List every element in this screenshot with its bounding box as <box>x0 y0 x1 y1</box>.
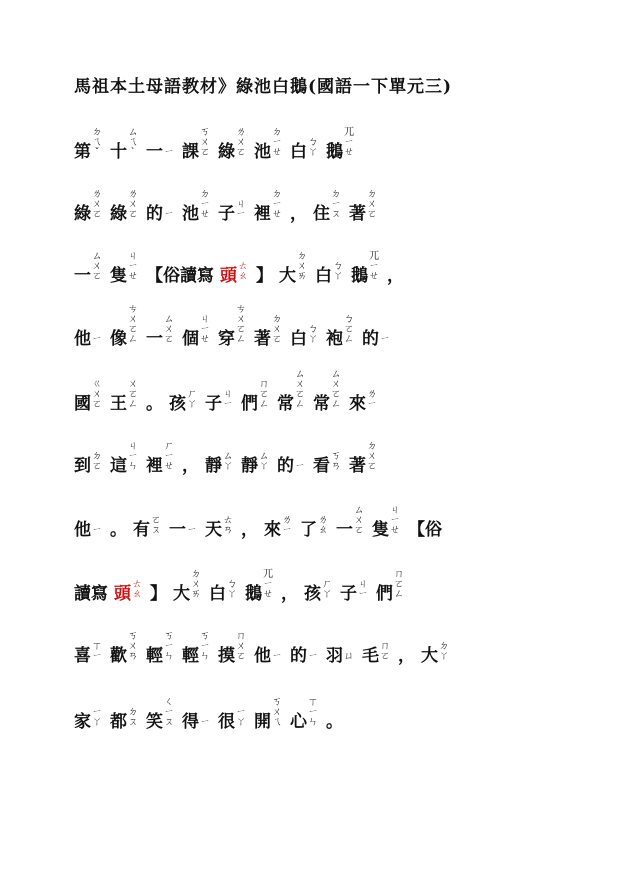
hanzi: 池 <box>254 142 271 162</box>
zhuyin-annotation: ㄑ ㄧ ㄡ <box>164 697 174 728</box>
annotated-character <box>74 128 102 162</box>
punctuation: 【俗 <box>408 520 442 540</box>
annotated-character <box>336 506 364 540</box>
hanzi: 孩 <box>169 394 186 414</box>
hanzi: 著 <box>349 204 366 224</box>
text-line <box>74 622 594 666</box>
hanzi: 子 <box>218 204 235 224</box>
annotated-character <box>74 380 102 414</box>
zhuyin-annotation: ㄧ <box>308 651 318 662</box>
text-line <box>74 118 594 162</box>
annotated-character <box>173 570 201 604</box>
text-line <box>74 370 594 414</box>
annotated-character <box>74 329 102 349</box>
hanzi: 一 <box>336 520 353 540</box>
annotated-character <box>205 390 233 414</box>
hanzi: 到 <box>74 456 91 476</box>
punctuation: 【俗讀寫 <box>146 266 214 286</box>
annotated-character <box>290 325 318 349</box>
hanzi: 們 <box>241 394 258 414</box>
punctuation: 。 <box>326 712 343 732</box>
zhuyin-annotation: ㄇ ㄛ ㄥ <box>394 569 404 600</box>
annotated-character <box>74 708 102 732</box>
zhuyin-annotation: ㄎ ㄧ ㄣ <box>164 631 174 662</box>
annotated-character <box>362 329 390 349</box>
document-title: 馬祖本土母語教材》綠池白鵝(國語一下單元三) <box>74 77 453 97</box>
annotated-character <box>315 262 343 286</box>
hanzi: 開 <box>254 712 271 732</box>
hanzi: 池 <box>182 204 199 224</box>
zhuyin-annotation: ㄌ ㄨ ㄛ <box>92 189 102 220</box>
annotated-character <box>74 452 102 476</box>
punctuation: ， <box>387 266 404 286</box>
zhuyin-annotation: ㄧ ㄚ <box>236 707 246 728</box>
annotated-character <box>74 252 102 286</box>
zhuyin-annotation: ㄨ ㄛ ㄥ <box>128 379 138 410</box>
zhuyin-annotation: ㄊ ㄠ <box>132 579 142 600</box>
zhuyin-annotation: ㄌ ㄠ <box>318 515 328 536</box>
zhuyin-annotation: ㄎ ㄨ ㄢ <box>128 631 138 662</box>
zhuyin-annotation: ㄧ <box>164 147 174 158</box>
zhuyin-annotation: ㄉ ㄨ ㄛ <box>272 314 282 345</box>
hanzi: 頭 <box>220 266 237 286</box>
zhuyin-annotation: ㄉ ㄨ ㄞ <box>191 569 201 600</box>
hanzi: 的 <box>277 456 294 476</box>
hanzi: 歡 <box>110 646 127 666</box>
zhuyin-annotation: ㄧ <box>187 525 197 536</box>
hanzi: 輕 <box>182 646 199 666</box>
annotated-character <box>218 128 246 162</box>
hanzi: 摸 <box>218 646 235 666</box>
hanzi: 的 <box>362 329 379 349</box>
zhuyin-annotation: ㄧ <box>92 525 102 536</box>
hanzi: 隻 <box>372 520 389 540</box>
annotated-character <box>182 128 210 162</box>
annotated-character <box>218 200 246 224</box>
hanzi: 住 <box>313 204 330 224</box>
annotated-character <box>110 252 138 286</box>
zhuyin-annotation: ㄌ ㄧ <box>367 389 377 410</box>
hanzi: 著 <box>349 456 366 476</box>
annotated-character <box>205 516 233 540</box>
hanzi: 靜 <box>205 456 222 476</box>
zhuyin-annotation: ㄇ ㄛ ㄥ <box>259 379 269 410</box>
hanzi: 一 <box>146 329 163 349</box>
zhuyin-annotation: ㄅ ㄚ <box>333 261 343 282</box>
hanzi: 他 <box>254 646 271 666</box>
zhuyin-annotation: ㄘ ㄨ ㄛ ㄥ <box>236 304 246 345</box>
zhuyin-annotation: ㄙ ㄟ ˋ <box>128 127 138 158</box>
annotated-character <box>264 516 292 540</box>
annotated-character <box>313 370 341 414</box>
hanzi: 輕 <box>146 646 163 666</box>
zhuyin-annotation: ㄧ <box>164 209 174 220</box>
zhuyin-annotation: ㄍ ㄨ ㄛ <box>92 379 102 410</box>
punctuation: 。 <box>146 394 163 414</box>
zhuyin-annotation: ㄇ ㄛ <box>380 641 390 662</box>
zhuyin-annotation: ㄫ ㄧ ㄝ <box>263 569 273 600</box>
zhuyin-annotation: ㄏ ㄚ <box>322 579 332 600</box>
annotated-character <box>114 580 142 604</box>
annotated-character <box>146 442 174 476</box>
annotated-character <box>313 190 341 224</box>
hanzi: 喜 <box>74 646 91 666</box>
punctuation: ， <box>241 520 258 540</box>
annotated-character <box>277 456 305 476</box>
annotated-character <box>300 516 328 540</box>
annotated-character <box>110 708 138 732</box>
zhuyin-annotation: ㄉ ㄧ ㄝ <box>272 127 282 158</box>
zhuyin-annotation: ㄒ ㄧ ㄣ <box>308 697 318 728</box>
annotated-character <box>421 642 449 666</box>
annotated-character <box>372 506 400 540</box>
hanzi: 白 <box>290 329 307 349</box>
annotated-character <box>74 642 102 666</box>
zhuyin-annotation: ㄧ <box>200 717 210 728</box>
hanzi: 來 <box>264 520 281 540</box>
punctuation: ， <box>398 646 415 666</box>
zhuyin-annotation: ㄊ ㄠ <box>238 261 248 282</box>
hanzi: 袍 <box>326 329 343 349</box>
annotated-character <box>169 390 197 414</box>
annotated-character <box>254 128 282 162</box>
zhuyin-annotation: ㄇ ㄨ ㄛ <box>236 631 246 662</box>
zhuyin-annotation: ㄙ ㄚ <box>223 451 233 472</box>
annotated-character <box>133 516 161 540</box>
annotated-character <box>254 698 282 732</box>
zhuyin-annotation: ㄙ ㄨ ㄛ <box>354 505 364 536</box>
zhuyin-annotation: ㄒ ㄧ <box>92 641 102 662</box>
annotated-character <box>220 262 248 286</box>
hanzi: 孩 <box>304 584 321 604</box>
hanzi: 綠 <box>110 204 127 224</box>
zhuyin-annotation: ㄐ ㄧ ㄣ <box>128 441 138 472</box>
annotated-character <box>110 380 138 414</box>
zhuyin-annotation: ㄧ ㄚ <box>92 707 102 728</box>
hanzi: 著 <box>254 329 271 349</box>
hanzi: 大 <box>279 266 296 286</box>
annotated-character <box>326 646 354 666</box>
annotated-character <box>146 204 174 224</box>
hanzi: 常 <box>313 394 330 414</box>
hanzi: 白 <box>290 142 307 162</box>
text-line <box>74 242 594 286</box>
annotated-character <box>110 442 138 476</box>
annotated-character <box>351 252 379 286</box>
annotated-character <box>326 315 354 349</box>
punctuation: 。 <box>110 520 127 540</box>
hanzi: 看 <box>313 456 330 476</box>
annotated-character <box>376 570 404 604</box>
annotated-character <box>241 452 269 476</box>
hanzi: 來 <box>349 394 366 414</box>
zhuyin-annotation: ㄐ ㄧ ㄝ <box>390 505 400 536</box>
hanzi: 的 <box>290 646 307 666</box>
hanzi: 的 <box>146 204 163 224</box>
annotated-character <box>290 698 318 732</box>
hanzi: 大 <box>173 584 190 604</box>
annotated-character <box>279 252 307 286</box>
hanzi: 鵝 <box>351 266 368 286</box>
zhuyin-annotation: ㄉ ㄡ <box>128 707 138 728</box>
zhuyin-annotation: ㄉ ㄚ <box>439 641 449 662</box>
hanzi: 課 <box>182 142 199 162</box>
zhuyin-annotation: ㄌ ㄨ ㄛ <box>236 127 246 158</box>
annotated-character <box>205 452 233 476</box>
zhuyin-annotation: ㄙ ㄨ ㄛ <box>92 251 102 282</box>
hanzi: 大 <box>421 646 438 666</box>
zhuyin-annotation: ㄉ ㄛ <box>92 451 102 472</box>
punctuation: 讀寫 <box>74 584 108 604</box>
zhuyin-annotation: ㄐ ㄧ ㄝ <box>200 314 210 345</box>
text-line <box>74 305 594 349</box>
hanzi: 王 <box>110 394 127 414</box>
annotated-character <box>182 190 210 224</box>
annotated-character <box>241 380 269 414</box>
annotated-character <box>110 128 138 162</box>
hanzi: 很 <box>218 712 235 732</box>
hanzi: 笑 <box>146 712 163 732</box>
zhuyin-annotation: ㄎ ㄧ ㄣ <box>200 631 210 662</box>
hanzi: 裡 <box>146 456 163 476</box>
annotated-character <box>110 305 138 349</box>
annotated-character <box>182 712 210 732</box>
zhuyin-annotation: ㄧ <box>92 334 102 345</box>
hanzi: 子 <box>205 394 222 414</box>
hanzi: 他 <box>74 329 91 349</box>
text-line <box>74 496 594 540</box>
hanzi: 有 <box>133 520 150 540</box>
zhuyin-annotation: ㄅ ㄛ ㄥ <box>344 314 354 345</box>
annotated-character <box>254 315 282 349</box>
zhuyin-annotation: ㄧ <box>380 334 390 345</box>
zhuyin-annotation: ㄉ ㄧ ㄝ <box>200 189 210 220</box>
annotated-character <box>326 128 354 162</box>
annotated-character <box>110 632 138 666</box>
hanzi: 國 <box>74 394 91 414</box>
zhuyin-annotation: ㄅ ㄚ <box>308 324 318 345</box>
punctuation: ， <box>290 204 307 224</box>
hanzi: 子 <box>340 584 357 604</box>
zhuyin-annotation: ㄫ ㄧ ㄝ <box>344 127 354 158</box>
hanzi: 天 <box>205 520 222 540</box>
zhuyin-annotation: ㄙ ㄨ ㄛ ㄥ <box>331 369 341 410</box>
zhuyin-annotation: ㄐ ㄧ <box>358 579 368 600</box>
zhuyin-annotation: ㄧ <box>295 461 305 472</box>
hanzi: 頭 <box>114 584 131 604</box>
annotated-character <box>290 138 318 162</box>
hanzi: 們 <box>376 584 393 604</box>
annotated-character <box>182 315 210 349</box>
hanzi: 一 <box>169 520 186 540</box>
zhuyin-annotation: ㄎ ㄨ ㄟ <box>272 697 282 728</box>
hanzi: 白 <box>315 266 332 286</box>
hanzi: 靜 <box>241 456 258 476</box>
hanzi: 鵝 <box>245 584 262 604</box>
zhuyin-annotation: ㄉ ㄟ ˇ <box>92 127 102 158</box>
zhuyin-annotation: ㄩ <box>344 651 354 662</box>
hanzi: 綠 <box>74 204 91 224</box>
hanzi: 毛 <box>362 646 379 666</box>
annotated-character <box>254 190 282 224</box>
hanzi: 十 <box>110 142 127 162</box>
zhuyin-annotation: ㄙ ㄨ ㄛ ㄥ <box>295 369 305 410</box>
annotated-character <box>362 642 390 666</box>
zhuyin-annotation: ㄎ ㄨ ㄛ <box>200 127 210 158</box>
zhuyin-annotation: ㄌ ㄧ <box>282 515 292 536</box>
zhuyin-annotation: ㄏ ㄚ <box>187 389 197 410</box>
zhuyin-annotation: ㄐ ㄧ <box>223 389 233 410</box>
zhuyin-annotation: ㄉ ㄨ ㄛ <box>367 441 377 472</box>
annotated-character <box>349 190 377 224</box>
annotated-character <box>209 580 237 604</box>
zhuyin-annotation: ㄊ ㄢ <box>223 515 233 536</box>
zhuyin-annotation: ㄅ ㄚ <box>308 137 318 158</box>
zhuyin-annotation: ㄉ ㄨ ㄞ <box>297 251 307 282</box>
zhuyin-annotation: ㄅ ㄚ <box>227 579 237 600</box>
annotated-character <box>146 142 174 162</box>
annotated-character <box>169 520 197 540</box>
zhuyin-annotation: ㄎ ㄢ <box>331 451 341 472</box>
annotated-character <box>218 632 246 666</box>
punctuation: ， <box>281 584 298 604</box>
hanzi: 裡 <box>254 204 271 224</box>
punctuation: 】 <box>150 584 167 604</box>
annotated-character <box>277 370 305 414</box>
hanzi: 白 <box>209 584 226 604</box>
text-line <box>74 432 594 476</box>
hanzi: 羽 <box>326 646 343 666</box>
hanzi: 心 <box>290 712 307 732</box>
annotated-character <box>110 190 138 224</box>
annotated-character <box>254 646 282 666</box>
text-line <box>74 560 594 604</box>
punctuation: ， <box>182 456 199 476</box>
hanzi: 隻 <box>110 266 127 286</box>
zhuyin-annotation: ㄌ ㄨ ㄛ <box>128 189 138 220</box>
hanzi: 得 <box>182 712 199 732</box>
annotated-character <box>340 580 368 604</box>
text-line <box>74 180 594 224</box>
zhuyin-annotation: ㄧ <box>272 651 282 662</box>
text-line <box>74 688 594 732</box>
hanzi: 都 <box>110 712 127 732</box>
annotated-character <box>182 632 210 666</box>
zhuyin-annotation: ㄫ ㄧ ㄝ <box>369 251 379 282</box>
annotated-character <box>349 390 377 414</box>
zhuyin-annotation: ㄙ ㄨ ㄛ <box>164 314 174 345</box>
annotated-character <box>349 442 377 476</box>
annotated-character <box>74 190 102 224</box>
zhuyin-annotation: ㄘ ㄨ ㄛ ㄥ <box>128 304 138 345</box>
annotated-character <box>218 708 246 732</box>
annotated-character <box>218 305 246 349</box>
zhuyin-annotation: ㄐ ㄧ ㄝ <box>128 251 138 282</box>
annotated-character <box>290 646 318 666</box>
hanzi: 綠 <box>218 142 235 162</box>
hanzi: 個 <box>182 329 199 349</box>
hanzi: 穿 <box>218 329 235 349</box>
zhuyin-annotation: ㄙ ㄚ <box>259 451 269 472</box>
zhuyin-annotation: ㄐ ㄧ <box>236 199 246 220</box>
annotated-character <box>146 698 174 732</box>
hanzi: 他 <box>74 520 91 540</box>
hanzi: 第 <box>74 142 91 162</box>
zhuyin-annotation: ㄉ ㄨ ㄛ <box>367 189 377 220</box>
zhuyin-annotation: ㄉ ㄧ ㄡ <box>331 189 341 220</box>
punctuation: 】 <box>256 266 273 286</box>
zhuyin-annotation: ㄉ ㄧ ㄝ <box>272 189 282 220</box>
zhuyin-annotation: ㄏ ㄧ ㄝ <box>164 441 174 472</box>
hanzi: 一 <box>146 142 163 162</box>
hanzi: 像 <box>110 329 127 349</box>
annotated-character <box>245 570 273 604</box>
hanzi: 這 <box>110 456 127 476</box>
annotated-character <box>74 520 102 540</box>
annotated-character <box>146 632 174 666</box>
hanzi: 了 <box>300 520 317 540</box>
hanzi: 家 <box>74 712 91 732</box>
zhuyin-annotation: ㄛ ㄡ <box>151 515 161 536</box>
hanzi: 常 <box>277 394 294 414</box>
annotated-character <box>313 452 341 476</box>
annotated-character <box>146 315 174 349</box>
annotated-character <box>304 580 332 604</box>
hanzi: 鵝 <box>326 142 343 162</box>
hanzi: 一 <box>74 266 91 286</box>
